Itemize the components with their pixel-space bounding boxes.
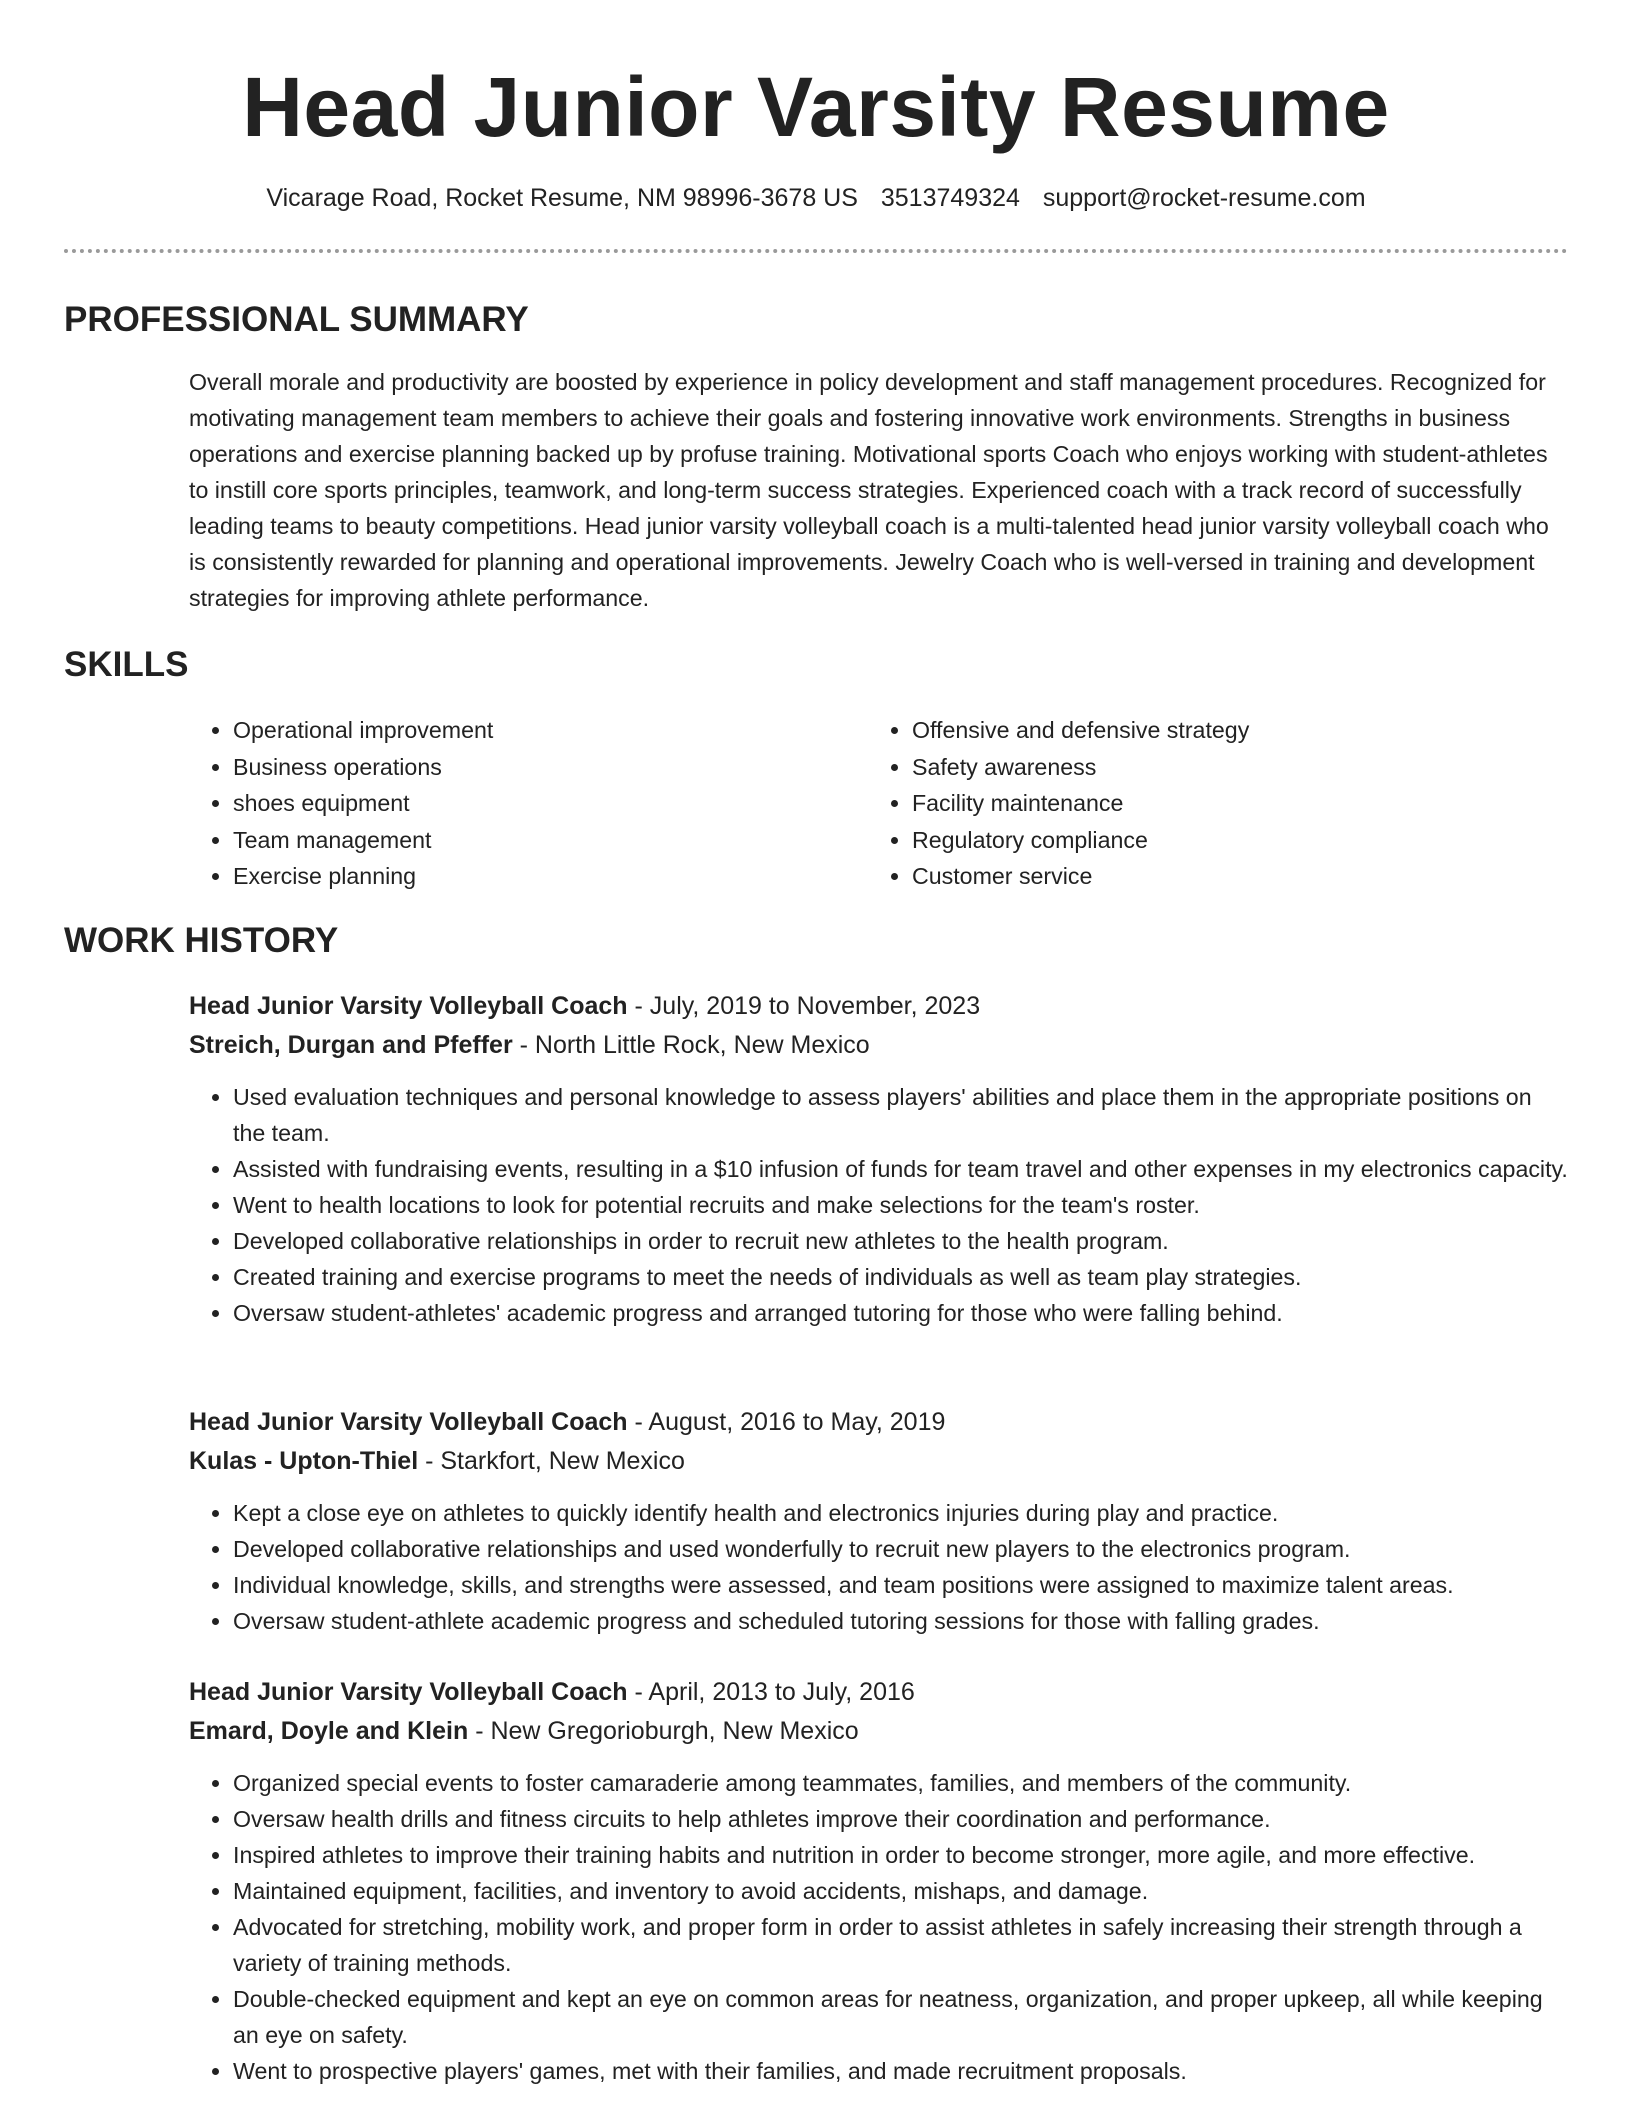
job-location: - Starkfort, New Mexico [418, 1447, 685, 1475]
skill-item: • Facility maintenance [912, 785, 1592, 822]
skill-item: • shoes equipment [233, 785, 873, 822]
job-duty: • Inspired athletes to improve their training habits and nutrition in order to become stronger, more agile, and more effective. [233, 1837, 1569, 1873]
job-entry [189, 987, 1569, 1331]
job-duty: • Assisted with fundraising events, resulting in a $10 infusion of funds for team travel and other expenses in my electronics capacity. [233, 1151, 1569, 1187]
skill-item: • Exercise planning [233, 858, 873, 895]
job-duty: • Developed collaborative relationships in order to recruit new athletes to the health program. [233, 1223, 1569, 1259]
skill-item: • Regulatory compliance [912, 822, 1592, 859]
contact-phone: 3513749324 [880, 184, 1020, 212]
skill-item: • Safety awareness [912, 749, 1592, 786]
job-company: Emard, Doyle and Klein [189, 1717, 469, 1745]
contact-line [0, 180, 1632, 216]
job-title-line [189, 1403, 1569, 1442]
skills-heading: SKILLS [64, 645, 189, 684]
skill-item: • Customer service [912, 858, 1592, 895]
skill-item: • Offensive and defensive strategy [912, 712, 1592, 749]
job-duties [189, 1765, 1569, 2089]
job-duty: • Went to prospective players' games, met with their families, and made recruitment proposals. [233, 2053, 1569, 2089]
job-duty: • Oversaw student-athlete academic progress and scheduled tutoring sessions for those with falling grades. [233, 1603, 1569, 1639]
job-duty: • Double-checked equipment and kept an eye on common areas for neatness, organization, and proper upkeep, all while keeping an eye on safety. [233, 1981, 1569, 2053]
skills-list-right [868, 712, 1592, 895]
job-duty: • Created training and exercise programs to meet the needs of individuals as well as team play strategies. [233, 1259, 1569, 1295]
job-duty: • Oversaw student-athletes' academic progress and arranged tutoring for those who were falling behind. [233, 1295, 1569, 1331]
work-history-heading: WORK HISTORY [64, 921, 339, 960]
job-duties [189, 1495, 1569, 1639]
job-location: - New Gregorioburgh, New Mexico [468, 1717, 859, 1745]
job-entry [189, 1403, 1569, 1639]
job-company: Streich, Durgan and Pfeffer [189, 1031, 513, 1059]
summary-text: Overall morale and productivity are boosted by experience in policy development and staff management procedures. Recognized for motivating management team members to achieve their goals and fostering innovative work environments. Strengths in business operations and exercise planning backed up by profuse training. Motivational sports Coach who enjoys working with student-athletes to instill core sports principles, teamwork, and long-term success strategies. Experienced coach with a track record of successfully leading teams to beauty competitions. Head junior varsity volleyball coach is a multi-talented head junior varsity volleyball coach who is consistently rewarded for planning and operational improvements. Jewelry Coach who is well-versed in training and development strategies for improving athlete performance. [189, 369, 1549, 611]
job-duty: • Developed collaborative relationships and used wonderfully to recruit new players to the electronics program. [233, 1531, 1569, 1567]
skill-item: • Operational improvement [233, 712, 873, 749]
job-company-line [189, 1026, 1569, 1065]
job-title: Head Junior Varsity Volleyball Coach [189, 992, 628, 1020]
job-entry [189, 1673, 1569, 2089]
skill-item: • Business operations [233, 749, 873, 786]
job-title: Head Junior Varsity Volleyball Coach [189, 1408, 628, 1436]
job-dates: - April, 2013 to July, 2016 [627, 1678, 915, 1706]
job-dates: - July, 2019 to November, 2023 [627, 992, 981, 1020]
job-duty: • Went to health locations to look for potential recruits and make selections for the team's roster. [233, 1187, 1569, 1223]
job-duties [189, 1079, 1569, 1331]
job-duty: • Kept a close eye on athletes to quickly identify health and electronics injuries during play and practice. [233, 1495, 1569, 1531]
job-duty: • Advocated for stretching, mobility work, and proper form in order to assist athletes in safely increasing their strength through a variety of training methods. [233, 1909, 1569, 1981]
contact-address: Vicarage Road, Rocket Resume, NM 98996-3678 US [266, 184, 858, 212]
resume-title: Head Junior Varsity Resume [242, 60, 1390, 154]
job-company: Kulas - Upton-Thiel [189, 1447, 419, 1475]
job-duty: • Used evaluation techniques and personal knowledge to assess players' abilities and place them in the appropriate positions on the team. [233, 1079, 1569, 1151]
job-title-line [189, 987, 1569, 1026]
skill-item: • Team management [233, 822, 873, 859]
header-divider [64, 249, 1568, 253]
job-duty: • Oversaw health drills and fitness circuits to help athletes improve their coordination and performance. [233, 1801, 1569, 1837]
contact-email: support@rocket-resume.com [1042, 184, 1366, 212]
job-title-line [189, 1673, 1569, 1712]
job-location: - North Little Rock, New Mexico [512, 1031, 870, 1059]
job-title: Head Junior Varsity Volleyball Coach [189, 1678, 628, 1706]
job-duty: • Individual knowledge, skills, and strengths were assessed, and team positions were assigned to maximize talent areas. [233, 1567, 1569, 1603]
job-company-line [189, 1712, 1569, 1751]
skills-list-left [189, 712, 873, 895]
job-dates: - August, 2016 to May, 2019 [627, 1408, 946, 1436]
job-company-line [189, 1442, 1569, 1481]
job-duty: • Maintained equipment, facilities, and inventory to avoid accidents, mishaps, and damage. [233, 1873, 1569, 1909]
summary-heading: PROFESSIONAL SUMMARY [64, 300, 529, 339]
job-duty: • Organized special events to foster camaraderie among teammates, families, and members of the community. [233, 1765, 1569, 1801]
